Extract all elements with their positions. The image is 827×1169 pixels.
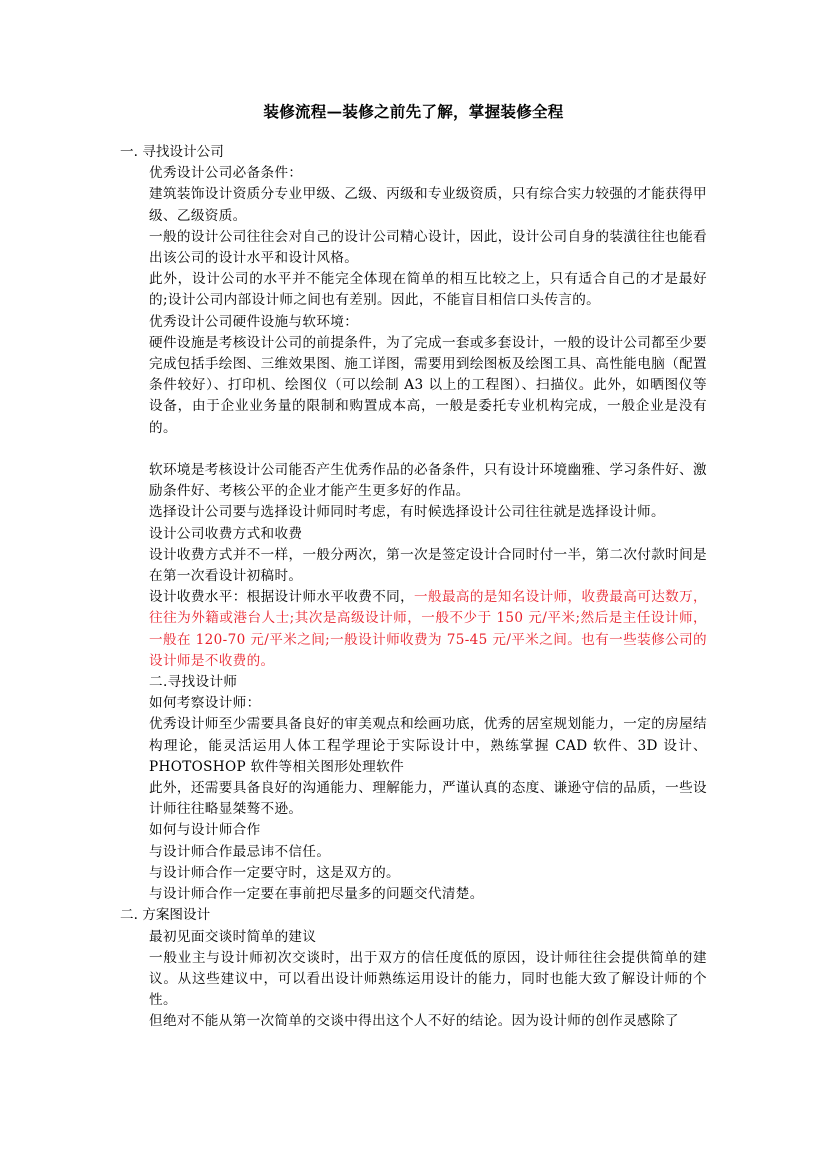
fee-highlight-text: 一般最高的是知名设计师，收费最高可达数万，往往为外籍或港台人士;其次是高级设计师，一般不少于 150 元/平米;然后是主任设计师，一般在 120-70 元/平米之间;一般设计师收费为 75-45 元/平米之间。也有一些装修公司的设计师是不收费的。 (149, 589, 707, 669)
paragraph: 优秀设计公司必备条件： (149, 165, 303, 182)
document-title: 装修流程—装修之前先了解，掌握装修全程 (263, 102, 564, 121)
paragraph: 最初见面交谈时简单的建议 (149, 928, 317, 945)
paragraph: 选择设计公司要与选择设计师同时考虑，有时候选择设计公司往往就是选择设计师。 (149, 504, 665, 521)
paragraph: 设计公司收费方式和收费 (149, 525, 303, 542)
paragraph: 但绝对不能从第一次简单的交谈中得出这个人不好的结论。因为设计师的创作灵感除了 (149, 1013, 679, 1030)
paragraph: 与设计师合作最忌讳不信任。 (149, 843, 331, 860)
section-heading-1: 一. 寻找设计公司 (120, 144, 224, 160)
paragraph: 此外，设计公司的水平并不能完全体现在简单的相互比较之上，只有适合自己的才是最好的;设计公司内部设计师之间也有差别。因此，不能盲目相信口头传言的。 (149, 271, 707, 309)
paragraph: 如何考察设计师： (149, 695, 261, 712)
fee-paragraph (149, 587, 707, 672)
paragraph: 与设计师合作一定要在事前把尽量多的问题交代清楚。 (149, 886, 484, 903)
blank-line (120, 439, 707, 460)
paragraph: 如何与设计师合作 (149, 822, 261, 839)
paragraph: 优秀设计公司硬件设施与软环境： (149, 313, 359, 330)
paragraph: 一般的设计公司往往会对自己的设计公司精心设计，因此，设计公司自身的装潢往往也能看出该公司的设计水平和设计风格。 (149, 228, 707, 267)
paragraph: 软环境是考核设计公司能否产生优秀作品的必备条件，只有设计环境幽雅、学习条件好、激励条件好、考核公平的企业才能产生更多好的作品。 (149, 462, 707, 500)
fee-intro-text: 设计收费水平：根据设计师水平收费不同， (149, 589, 415, 606)
paragraph: 优秀设计师至少需要具备良好的审美观点和绘画功底，优秀的居室规划能力，一定的房屋结构理论，能灵活运用人体工程学理论于实际设计中，熟练掌握 CAD 软件、3D 设计、PHOTOSHOP 软件等相关图形处理软件 (149, 716, 707, 775)
subheading: 二.寻找设计师 (149, 674, 238, 691)
section-heading-2: 二. 方案图设计 (120, 907, 211, 924)
paragraph: 此外，还需要具备良好的沟通能力、理解能力，严谨认真的态度、谦逊守信的品质，一些设计师往往略显桀骜不逊。 (149, 780, 707, 818)
paragraph: 硬件设施是考核设计公司的前提条件，为了完成一套或多套设计，一般的设计公司都至少要完成包括手绘图、三维效果图、施工详图，需要用到绘图板及绘图工具、高性能电脑（配置条件较好）、打印机、绘图仪（可以绘制 A3 以上的工程图）、扫描仪。此外，如晒图仪等设备，由于企业业务量的限制和购置成本高，一般是委托专业机构完成，一般企业是没有的。 (149, 334, 707, 436)
paragraph: 设计收费方式并不一样，一般分两次，第一次是签定设计合同时付一半，第二次付款时间是在第一次看设计初稿时。 (149, 546, 707, 585)
paragraph: 一般业主与设计师初次交谈时，出于双方的信任度低的原因，设计师往往会提供简单的建议。从这些建议中，可以看出设计师熟练运用设计的能力，同时也能大致了解设计师的个性。 (149, 949, 707, 1009)
paragraph: 建筑装饰设计资质分专业甲级、乙级、丙级和专业级资质，只有综合实力较强的才能获得甲级、乙级资质。 (149, 186, 707, 224)
paragraph: 与设计师合作一定要守时，这是双方的。 (149, 864, 400, 881)
